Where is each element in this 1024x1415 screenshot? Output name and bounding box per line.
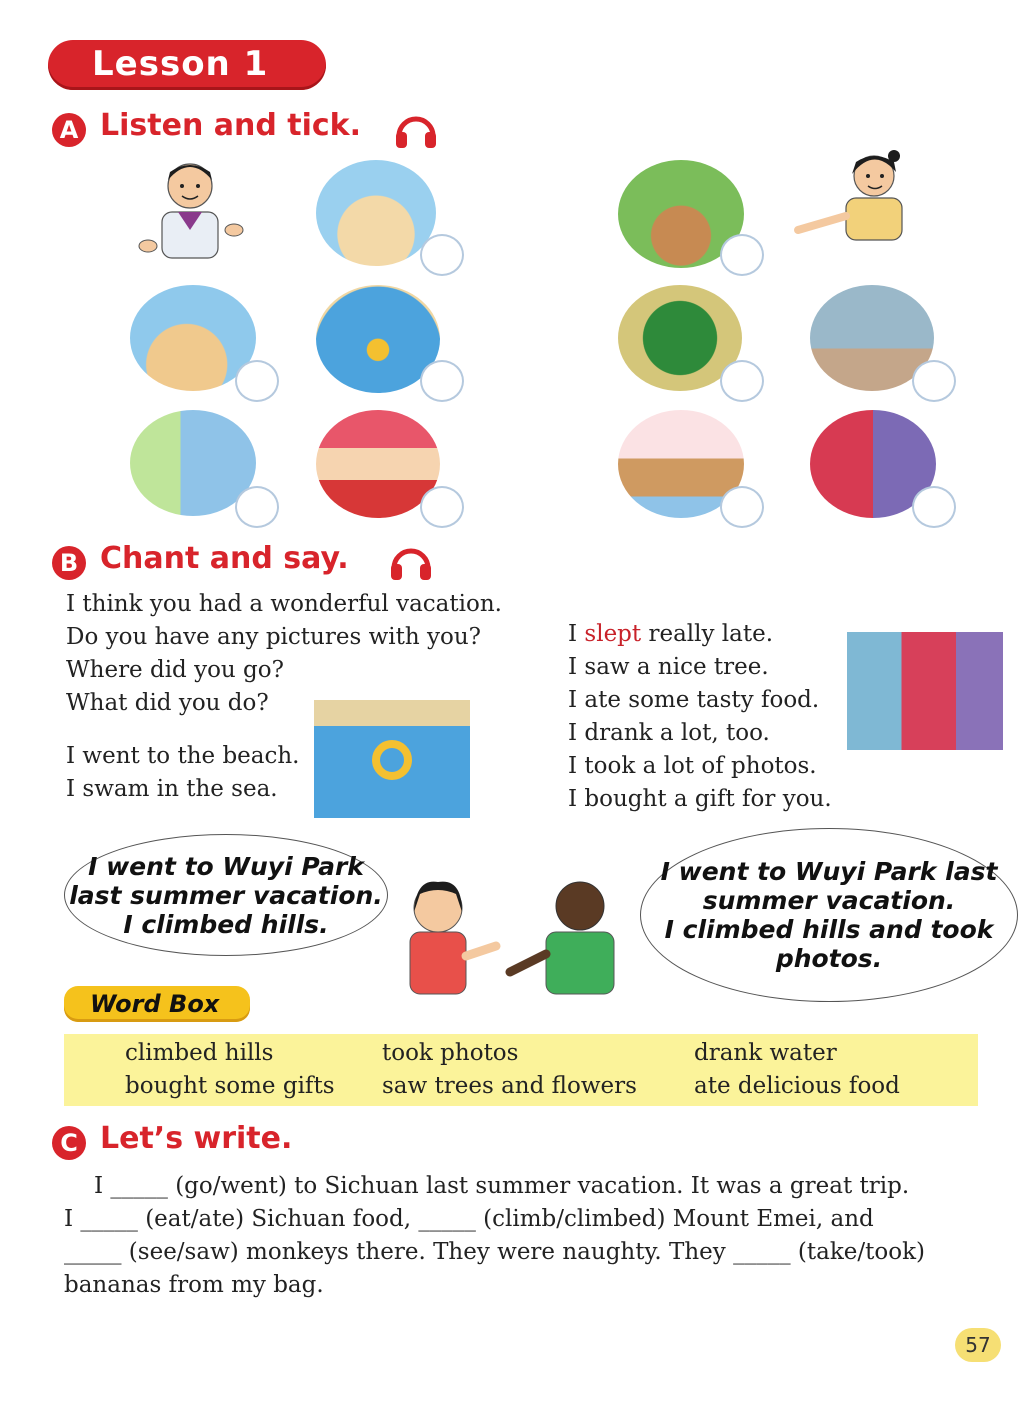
headphones-icon[interactable]: [388, 542, 434, 582]
chant-line: I saw a nice tree.: [568, 654, 769, 680]
section-a-title: Listen and tick.: [100, 108, 362, 143]
chant-line: I think you had a wonderful vacation.: [66, 591, 502, 617]
word-box-item: ate delicious food: [694, 1073, 900, 1099]
word-box-label: Word Box: [64, 986, 250, 1022]
write-line: I _____ (go/went) to Sichuan last summer vacation. It was a great trip.: [94, 1173, 910, 1199]
tick-box[interactable]: [235, 486, 279, 528]
section-a-badge: A: [52, 113, 86, 147]
word-box-item: bought some gifts: [125, 1073, 335, 1099]
tick-box[interactable]: [720, 234, 764, 276]
chant-right-block: [568, 618, 868, 816]
chant-line: I drank a lot, too.: [568, 720, 770, 746]
chant-line: Where did you go?: [66, 657, 284, 683]
write-line: I _____ (eat/ate) Sichuan food, _____ (climb/climbed) Mount Emei, and: [64, 1206, 874, 1232]
highlight-word: slept: [584, 621, 642, 647]
word-box-item: drank water: [694, 1040, 837, 1066]
speech-bubble-right: I went to Wuyi Park last summer vacation. I climbed hills and took photos.: [640, 828, 1018, 1002]
tick-box[interactable]: [720, 486, 764, 528]
two-children-illustration: [396, 872, 636, 996]
tick-box[interactable]: [420, 360, 464, 402]
section-c-badge: C: [52, 1126, 86, 1160]
tick-box[interactable]: [720, 360, 764, 402]
write-line: bananas from my bag.: [64, 1272, 324, 1298]
section-b-title: Chant and say.: [100, 541, 349, 576]
speech-bubble-left: I went to Wuyi Park last summer vacation. I climbed hills.: [64, 834, 388, 956]
tick-box[interactable]: [912, 486, 956, 528]
tick-box[interactable]: [235, 360, 279, 402]
tick-box[interactable]: [912, 360, 956, 402]
section-c-title: Let’s write.: [100, 1121, 293, 1156]
picture-boy-swimming-sea: [314, 700, 470, 818]
chant-left-block-2: [66, 740, 326, 806]
chant-line: I swam in the sea.: [66, 776, 278, 802]
word-box: [64, 1034, 978, 1106]
word-box-item: took photos: [382, 1040, 519, 1066]
chant-line: I took a lot of photos.: [568, 753, 817, 779]
chant-line: I ate some tasty food.: [568, 687, 820, 713]
write-line: _____ (see/saw) monkeys there. They were naughty. They _____ (take/took): [64, 1239, 925, 1265]
chant-line: Do you have any pictures with you?: [66, 624, 481, 650]
chant-left-block: [66, 588, 546, 720]
headphones-icon[interactable]: [393, 110, 439, 150]
tick-box[interactable]: [420, 486, 464, 528]
section-b-badge: B: [52, 546, 86, 580]
lesson-title-banner: [48, 40, 326, 90]
picture-beach-friends: [316, 160, 436, 266]
girl-character-illustration: [790, 146, 930, 246]
lesson-title: Lesson 1: [92, 44, 269, 84]
boy-character-illustration: [134, 150, 254, 260]
word-box-item: climbed hills: [125, 1040, 274, 1066]
picture-girl-at-park-gate: [847, 632, 1003, 750]
page-number: 57: [955, 1328, 1001, 1362]
tick-box[interactable]: [420, 234, 464, 276]
swim-ring-icon: [372, 740, 412, 780]
chant-line: I bought a gift for you.: [568, 786, 832, 812]
chant-line: I slept really late.: [568, 621, 774, 647]
chant-line: I went to the beach.: [66, 743, 300, 769]
chant-line: What did you do?: [66, 690, 269, 716]
word-box-item: saw trees and flowers: [382, 1073, 637, 1099]
